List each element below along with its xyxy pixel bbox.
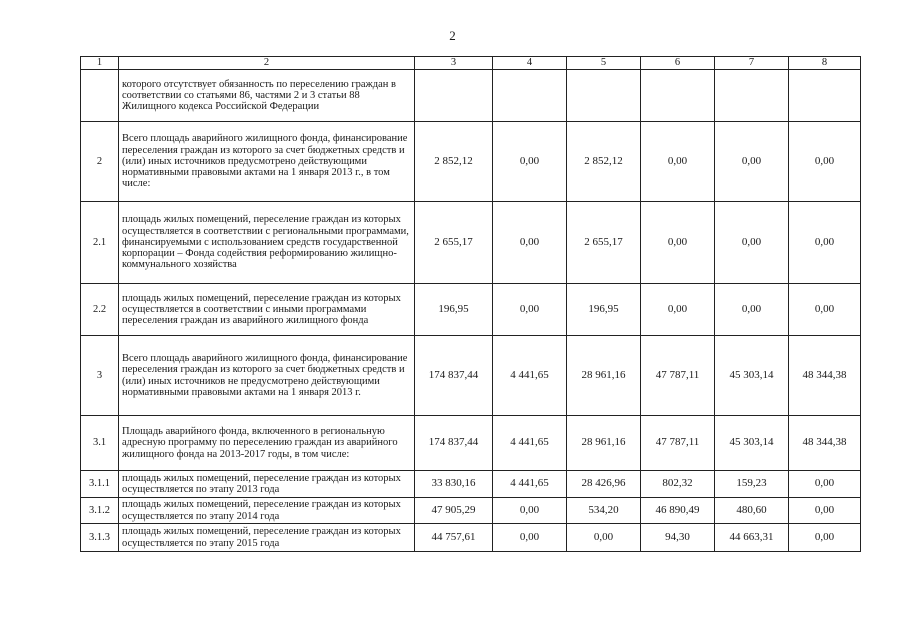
table-row <box>81 471 861 498</box>
row-description: Площадь аварийного фонда, включенного в региональную адресную программу по переселению граждан из аварийного жилищного фонда на 2013-2017 годы, в том числе: <box>119 416 415 471</box>
cell-value: 48 344,38 <box>789 416 861 471</box>
table-row <box>81 70 861 122</box>
cell-value: 0,00 <box>789 524 861 552</box>
row-number: 2 <box>81 122 119 202</box>
row-number: 3.1.3 <box>81 524 119 552</box>
cell-value: 802,32 <box>641 471 715 498</box>
table-row <box>81 202 861 284</box>
table-row <box>81 336 861 416</box>
cell-value: 2 655,17 <box>567 202 641 284</box>
row-number <box>81 70 119 122</box>
row-description: площадь жилых помещений, переселение граждан из которых осуществляется по этапу 2015 года <box>119 524 415 552</box>
table-row <box>81 284 861 336</box>
cell-value: 0,00 <box>493 498 567 524</box>
cell-value: 196,95 <box>567 284 641 336</box>
row-number: 3.1.2 <box>81 498 119 524</box>
cell-value <box>567 70 641 122</box>
row-number: 3.1.1 <box>81 471 119 498</box>
cell-value: 48 344,38 <box>789 336 861 416</box>
table-row <box>81 524 861 552</box>
cell-value: 94,30 <box>641 524 715 552</box>
row-number: 2.1 <box>81 202 119 284</box>
cell-value: 28 426,96 <box>567 471 641 498</box>
cell-value: 480,60 <box>715 498 789 524</box>
cell-value: 196,95 <box>415 284 493 336</box>
column-header: 2 <box>119 57 415 70</box>
row-description: площадь жилых помещений, переселение граждан из которых осуществляется в соответствии с иными программами переселения граждан из аварийного жилищного фонда <box>119 284 415 336</box>
cell-value: 2 655,17 <box>415 202 493 284</box>
cell-value: 28 961,16 <box>567 336 641 416</box>
table-row <box>81 498 861 524</box>
data-table <box>80 56 861 552</box>
cell-value: 0,00 <box>715 202 789 284</box>
table-row <box>81 122 861 202</box>
cell-value: 4 441,65 <box>493 471 567 498</box>
row-number: 3.1 <box>81 416 119 471</box>
cell-value: 0,00 <box>641 284 715 336</box>
cell-value: 159,23 <box>715 471 789 498</box>
cell-value: 0,00 <box>789 202 861 284</box>
cell-value: 33 830,16 <box>415 471 493 498</box>
header-row <box>81 57 861 70</box>
table-row <box>81 416 861 471</box>
column-header: 6 <box>641 57 715 70</box>
cell-value <box>715 70 789 122</box>
cell-value: 0,00 <box>641 122 715 202</box>
cell-value: 4 441,65 <box>493 416 567 471</box>
cell-value <box>493 70 567 122</box>
row-description: площадь жилых помещений, переселение граждан из которых осуществляется в соответствии с региональными программами, финансируемыми с использованием средств государственной корпорации – Фонда содействия реформированию жилищно-коммунального хозяйства <box>119 202 415 284</box>
cell-value: 534,20 <box>567 498 641 524</box>
column-header: 7 <box>715 57 789 70</box>
cell-value: 47 787,11 <box>641 416 715 471</box>
cell-value: 2 852,12 <box>567 122 641 202</box>
cell-value: 44 757,61 <box>415 524 493 552</box>
cell-value: 47 787,11 <box>641 336 715 416</box>
column-header: 4 <box>493 57 567 70</box>
cell-value: 0,00 <box>641 202 715 284</box>
cell-value: 0,00 <box>493 202 567 284</box>
row-number: 3 <box>81 336 119 416</box>
cell-value: 46 890,49 <box>641 498 715 524</box>
cell-value <box>789 70 861 122</box>
cell-value: 0,00 <box>493 284 567 336</box>
cell-value: 0,00 <box>789 498 861 524</box>
row-description: площадь жилых помещений, переселение граждан из которых осуществляется по этапу 2013 года <box>119 471 415 498</box>
cell-value: 28 961,16 <box>567 416 641 471</box>
cell-value: 45 303,14 <box>715 336 789 416</box>
row-description: Всего площадь аварийного жилищного фонда, финансирование переселения граждан из которого за счет бюджетных средств и (или) иных источников предусмотрено действующими нормативными правовыми актами на 1 января 2013 г., в том числе: <box>119 122 415 202</box>
cell-value: 0,00 <box>789 122 861 202</box>
cell-value: 45 303,14 <box>715 416 789 471</box>
cell-value: 44 663,31 <box>715 524 789 552</box>
cell-value: 4 441,65 <box>493 336 567 416</box>
cell-value: 0,00 <box>715 284 789 336</box>
row-number: 2.2 <box>81 284 119 336</box>
cell-value: 174 837,44 <box>415 336 493 416</box>
cell-value: 0,00 <box>789 471 861 498</box>
column-header: 3 <box>415 57 493 70</box>
cell-value: 174 837,44 <box>415 416 493 471</box>
page-number: 2 <box>449 28 456 43</box>
cell-value <box>641 70 715 122</box>
cell-value: 47 905,29 <box>415 498 493 524</box>
column-header: 8 <box>789 57 861 70</box>
cell-value: 0,00 <box>493 122 567 202</box>
column-header: 5 <box>567 57 641 70</box>
column-header: 1 <box>81 57 119 70</box>
cell-value: 0,00 <box>493 524 567 552</box>
row-description: которого отсутствует обязанность по переселению граждан в соответствии со статьями 86, частями 2 и 3 статьи 88 Жилищного кодекса Российской Федерации <box>119 70 415 122</box>
row-description: площадь жилых помещений, переселение граждан из которых осуществляется по этапу 2014 года <box>119 498 415 524</box>
cell-value: 0,00 <box>715 122 789 202</box>
cell-value <box>415 70 493 122</box>
row-description: Всего площадь аварийного жилищного фонда, финансирование переселения граждан из которого за счет бюджетных средств и (или) иных источников не предусмотрено действующими нормативными правовыми актами на 1 января 2013 г. <box>119 336 415 416</box>
cell-value: 0,00 <box>789 284 861 336</box>
cell-value: 2 852,12 <box>415 122 493 202</box>
cell-value: 0,00 <box>567 524 641 552</box>
